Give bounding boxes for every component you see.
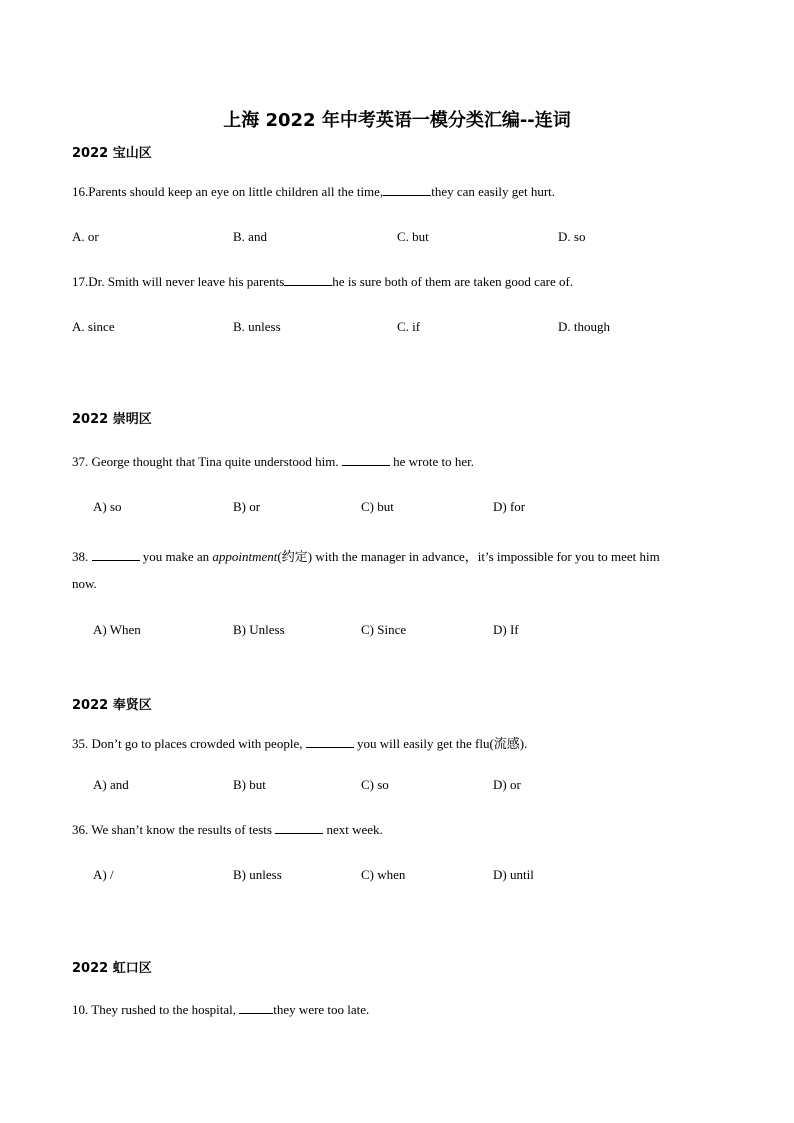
answer-blank: [342, 454, 390, 466]
option-d: D) for: [493, 499, 526, 514]
question-text: you make an: [139, 549, 213, 564]
question-text: they can easily get hurt.: [431, 184, 556, 199]
option-c: C) but: [361, 499, 394, 514]
question-text: 37. George thought that Tina quite understood him.: [72, 454, 342, 469]
section-heading-chongming: 2022 崇明区: [72, 412, 152, 427]
option-b: B) Unless: [233, 622, 285, 637]
question-text: 35. Don’t go to places crowded with people,: [72, 736, 306, 751]
question-10: [72, 1002, 369, 1018]
question-text: you will easily get the flu(流感).: [353, 736, 528, 751]
section-heading-hongkou: 2022 虹口区: [72, 961, 152, 976]
question-text: 10. They rushed to the hospital,: [72, 1002, 240, 1017]
question-text: he is sure both of them are taken good care of.: [332, 274, 574, 289]
option-b: B) unless: [233, 867, 282, 882]
option-a: A. or: [72, 229, 99, 244]
answer-blank: [306, 736, 354, 748]
question-text: next week.: [323, 822, 383, 837]
section-heading-baoshan: 2022 宝山区: [72, 146, 152, 161]
section-heading-fengxian: 2022 奉贤区: [72, 698, 152, 713]
option-b: B. and: [233, 229, 267, 244]
option-c: C) Since: [361, 622, 407, 637]
option-a: A) /: [93, 867, 114, 882]
question-37: [72, 454, 474, 470]
option-c: C. if: [397, 319, 421, 334]
option-c: C. but: [397, 229, 429, 244]
option-d: D. so: [558, 229, 586, 244]
option-b: B) or: [233, 499, 261, 514]
option-b: B. unless: [233, 319, 281, 334]
option-d: D) until: [493, 867, 534, 882]
question-text: (约定) with the manager in advance，it’s impossible for you to meet him: [277, 549, 660, 564]
option-c: C) so: [361, 777, 389, 792]
question-38: [72, 546, 660, 565]
answer-blank: [275, 822, 323, 834]
page-title: 上海 2022 年中考英语一模分类汇编--连词: [223, 110, 571, 131]
option-d: D) If: [493, 622, 519, 637]
answer-blank: [239, 1002, 273, 1014]
option-c: C) when: [361, 867, 406, 882]
question-text: they were too late.: [273, 1002, 370, 1017]
option-d: D) or: [493, 777, 521, 792]
answer-blank: [92, 549, 140, 561]
question-17: [72, 274, 573, 290]
answer-blank: [383, 184, 431, 196]
question-16: [72, 184, 555, 200]
option-a: A) and: [93, 777, 129, 792]
option-d: D. though: [558, 319, 610, 334]
question-text: 16.Parents should keep an eye on little children all the time,: [72, 184, 384, 199]
question-35: [72, 733, 527, 752]
question-text: 17.Dr. Smith will never leave his parents: [72, 274, 285, 289]
option-b: B) but: [233, 777, 266, 792]
option-a: A. since: [72, 319, 115, 334]
answer-blank: [284, 274, 332, 286]
question-36: [72, 822, 383, 838]
question-text: 36. We shan’t know the results of tests: [72, 822, 276, 837]
option-a: A) When: [93, 622, 141, 637]
question-text: 38.: [72, 549, 92, 564]
question-keyword: appointment: [212, 549, 278, 564]
question-38-continuation: now.: [72, 576, 97, 591]
question-text: he wrote to her.: [389, 454, 474, 469]
option-a: A) so: [93, 499, 122, 514]
